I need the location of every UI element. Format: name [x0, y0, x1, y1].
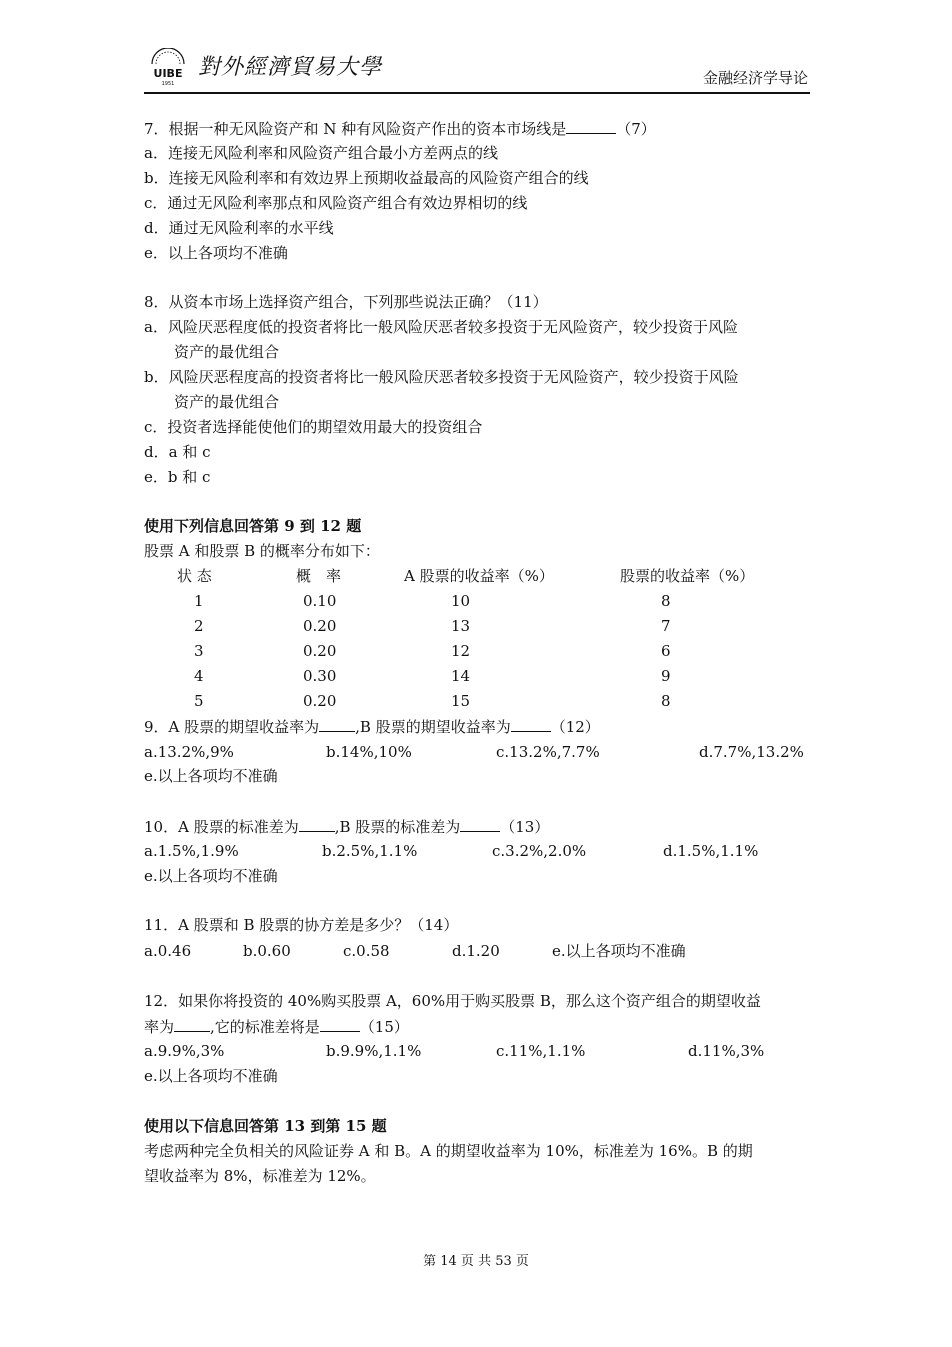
q10-option-c: c.3.2%,2.0% [492, 842, 587, 860]
q8-option-b-cont: 资产的最优组合 [174, 393, 280, 411]
table-cell: 15 [451, 692, 471, 710]
table-cell: 0.30 [303, 667, 337, 685]
q8-option-c: c．投资者选择能使他们的期望效用最大的投资组合 [144, 418, 483, 436]
q9-stem: 9．A 股票的期望收益率为 ,B 股票的期望收益率为 （12） [144, 718, 600, 736]
section2-paragraph-line1: 考虑两种完全负相关的风险证券 A 和 B。A 的期望收益率为 10%，标准差为 16%。B 的期 [144, 1142, 753, 1160]
q8-option-e: e．b 和 c [144, 468, 211, 486]
table-header-prob: 概 率 [296, 567, 342, 585]
table-cell: 8 [661, 692, 671, 710]
table-cell: 1 [194, 592, 204, 610]
q11-option-e: e.以上各项均不准确 [552, 942, 686, 960]
q10-stem: 10．A 股票的标准差为 ,B 股票的标准差为 （13） [144, 818, 550, 836]
q9-option-d: d.7.7%,13.2% [699, 743, 804, 761]
table-cell: 13 [451, 617, 471, 635]
section2-paragraph-line2: 望收益率为 8%，标准差为 12%。 [144, 1167, 376, 1185]
page-header [144, 40, 810, 94]
table-cell: 0.20 [303, 617, 337, 635]
q12-option-c: c.11%,1.1% [496, 1042, 586, 1060]
table-cell: 0.10 [303, 592, 337, 610]
table-cell: 9 [661, 667, 671, 685]
q11-option-c: c.0.58 [343, 942, 390, 960]
table-cell: 14 [451, 667, 471, 685]
q10-option-a: a.1.5%,1.9% [144, 842, 239, 860]
q12-option-e: e.以上各项均不准确 [144, 1067, 278, 1085]
q12-option-a: a.9.9%,3% [144, 1042, 225, 1060]
q12-option-d: d.11%,3% [688, 1042, 765, 1060]
q8-option-a-cont: 资产的最优组合 [174, 343, 280, 361]
university-name: 對外經濟貿易大學 [198, 55, 383, 80]
q8-option-d: d．a 和 c [144, 443, 211, 461]
q7-stem: 7．根据一种无风险资产和 N 种有风险资产作出的资本市场线是 （7） [144, 120, 656, 138]
logo-year: 1951 [161, 81, 175, 86]
section-heading-9-12: 使用下列信息回答第 9 到 12 题 [144, 517, 362, 535]
q12-stem-cont: 率为 ,它的标准差将是 （15） [144, 1018, 409, 1036]
table-cell: 7 [661, 617, 671, 635]
q11-option-d: d.1.20 [452, 942, 500, 960]
q8-stem: 8．从资本市场上选择资产组合，下列那些说法正确？（11） [144, 293, 548, 311]
q12-option-b: b.9.9%,1.1% [326, 1042, 422, 1060]
table-cell: 5 [194, 692, 204, 710]
table-cell: 10 [451, 592, 471, 610]
q8-option-b: b．风险厌恶程度高的投资者将比一般风险厌恶者较多投资于无风险资产，较少投资于风险 [144, 368, 739, 386]
table-header-a-return: A 股票的收益率（%） [404, 567, 554, 585]
q7-option-d: d．通过无风险利率的水平线 [144, 219, 334, 237]
q8-option-a: a．风险厌恶程度低的投资者将比一般风险厌恶者较多投资于无风险资产，较少投资于风险 [144, 318, 738, 336]
q11-option-a: a.0.46 [144, 942, 192, 960]
q11-option-b: b.0.60 [243, 942, 291, 960]
table-cell: 3 [194, 642, 204, 660]
q7-option-c: c．通过无风险利率那点和风险资产组合有效边界相切的线 [144, 194, 528, 212]
q10-option-e: e.以上各项均不准确 [144, 867, 278, 885]
logo-initials: UIBE [153, 67, 183, 80]
table-header-state: 状 态 [177, 567, 212, 585]
q9-option-b: b.14%,10% [326, 743, 412, 761]
q10-option-b: b.2.5%,1.1% [322, 842, 418, 860]
q7-option-b: b．连接无风险利率和有效边界上预期收益最高的风险资产组合的线 [144, 169, 589, 187]
q11-stem: 11．A 股票和 B 股票的协方差是多少？（14） [144, 916, 459, 934]
university-logo-icon [146, 48, 190, 86]
document-title: 金融经济学导论 [702, 69, 808, 87]
table-cell: 2 [194, 617, 204, 635]
q10-option-d: d.1.5%,1.1% [663, 842, 759, 860]
table-cell: 0.20 [303, 642, 337, 660]
table-header-b-return: 股票的收益率（%） [620, 567, 755, 585]
q12-stem: 12．如果你将投资的 40%购买股票 A，60%用于购买股票 B，那么这个资产组合的期望收益 [144, 992, 761, 1010]
table-cell: 0.20 [303, 692, 337, 710]
section-intro: 股票 A 和股票 B 的概率分布如下： [144, 542, 380, 560]
table-cell: 6 [661, 642, 671, 660]
table-cell: 12 [451, 642, 471, 660]
q7-option-e: e．以上各项均不准确 [144, 244, 288, 262]
section-heading-13-15: 使用以下信息回答第 13 到第 15 题 [144, 1117, 387, 1135]
q7-option-a: a．连接无风险利率和风险资产组合最小方差两点的线 [144, 144, 498, 162]
q9-option-e: e.以上各项均不准确 [144, 767, 278, 785]
page-number: 第 14 页 共 53 页 [423, 1254, 529, 1269]
q9-option-c: c.13.2%,7.7% [496, 743, 600, 761]
q9-option-a: a.13.2%,9% [144, 743, 234, 761]
table-cell: 4 [194, 667, 204, 685]
table-cell: 8 [661, 592, 671, 610]
